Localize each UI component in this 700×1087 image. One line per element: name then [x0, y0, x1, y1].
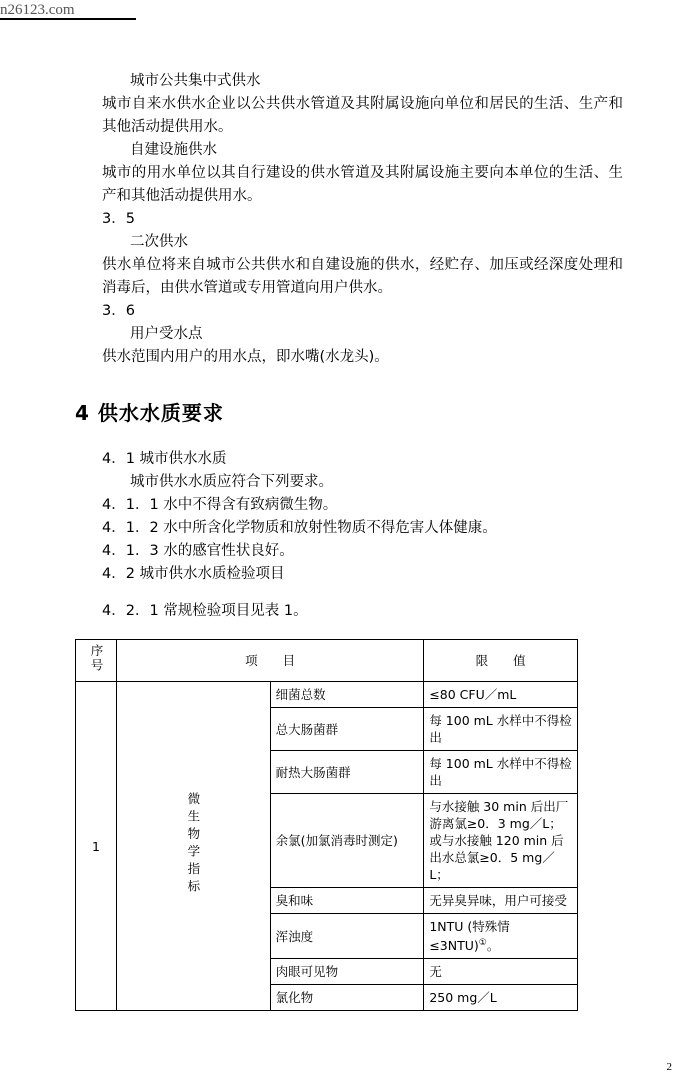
table-cell-item: 细菌总数: [270, 682, 424, 708]
table-cell-limit: 1NTU (特殊情≤3NTU)①。: [424, 914, 578, 959]
table-cell-limit: 每 100 mL 水样中不得检出: [424, 708, 578, 751]
table-cell-item: 耐热大肠菌群: [270, 751, 424, 794]
document-content: [75, 70, 623, 1011]
paragraph: 城市自来水供水企业以公共供水管道及其附属设施向单位和居民的生活、生产和其他活动提供用水。: [102, 96, 623, 135]
clause-paragraph: 4．1．2 水中所含化学物质和放射性物质不得危害人体健康。: [102, 520, 497, 536]
table-cell-item: 总大肠菌群: [270, 708, 424, 751]
header-rule: [0, 18, 136, 20]
paragraph: 供水范围内用户的用水点，即水嘴(水龙头)。: [102, 349, 389, 365]
paragraph: 城市的用水单位以其自行建设的供水管道及其附属设施主要向本单位的生活、生产和其他活动提供用水。: [102, 165, 623, 204]
paragraph: 自建设施供水: [130, 142, 217, 158]
table-row: [76, 682, 578, 708]
clause-paragraph: 4．2 城市供水水质检验项目: [102, 566, 285, 582]
clause-paragraph: 城市供水水质应符合下列要求。: [130, 474, 333, 490]
table-cell-limit: 每 100 mL 水样中不得检出: [424, 751, 578, 794]
table-cell-limit: ≤80 CFU／mL: [424, 682, 578, 708]
table-cell-item: 浑浊度: [270, 914, 424, 959]
clause-paragraph: 4．1．3 水的感官性状良好。: [102, 543, 294, 559]
table-cell-item: 氯化物: [270, 985, 424, 1011]
table-header-seq: 序号: [76, 640, 117, 682]
table-header-item: 项 目: [117, 640, 424, 682]
paragraph: 二次供水: [130, 234, 188, 250]
table-cell-category: 微生物学指标: [117, 682, 271, 1011]
clause-number: 3．6: [102, 303, 135, 319]
clause-paragraph: 4．1 城市供水水质: [102, 451, 227, 467]
table-header-row: [76, 640, 578, 682]
water-quality-table: [75, 639, 578, 1011]
table-header-limit: 限 值: [424, 640, 578, 682]
paragraph: 城市公共集中式供水: [130, 73, 261, 89]
table-cell-item: 臭和味: [270, 888, 424, 914]
section-heading: 4 供水水质要求: [75, 401, 224, 425]
table-cell-item: 肉眼可见物: [270, 959, 424, 985]
paragraph: 供水单位将来自城市公共供水和自建设施的供水，经贮存、加压或经深度处理和消毒后，由供水管道或专用管道向用户供水。: [102, 257, 623, 296]
table-cell-limit: 无: [424, 959, 578, 985]
clause-number: 3．5: [102, 211, 135, 227]
table-cell-seq: 1: [76, 682, 117, 1011]
table-cell-limit: 250 mg／L: [424, 985, 578, 1011]
page-number: 2: [666, 1061, 672, 1073]
clause-paragraph: 4．1．1 水中不得含有致病微生物。: [102, 497, 338, 513]
paragraph: 用户受水点: [130, 326, 203, 342]
table-cell-limit: 无异臭异味，用户可接受: [424, 888, 578, 914]
table-cell-item: 余氯(加氯消毒时测定): [270, 794, 424, 888]
table-cell-limit: 与水接触 30 min 后出厂游离氯≥0．3 mg／L； 或与水接触 120 min 后出水总氯≥0．5 mg／L；: [424, 794, 578, 888]
watermark-text: n26123.com: [0, 2, 75, 18]
table-caption: 4．2．1 常规检验项目见表 1。: [102, 603, 308, 619]
